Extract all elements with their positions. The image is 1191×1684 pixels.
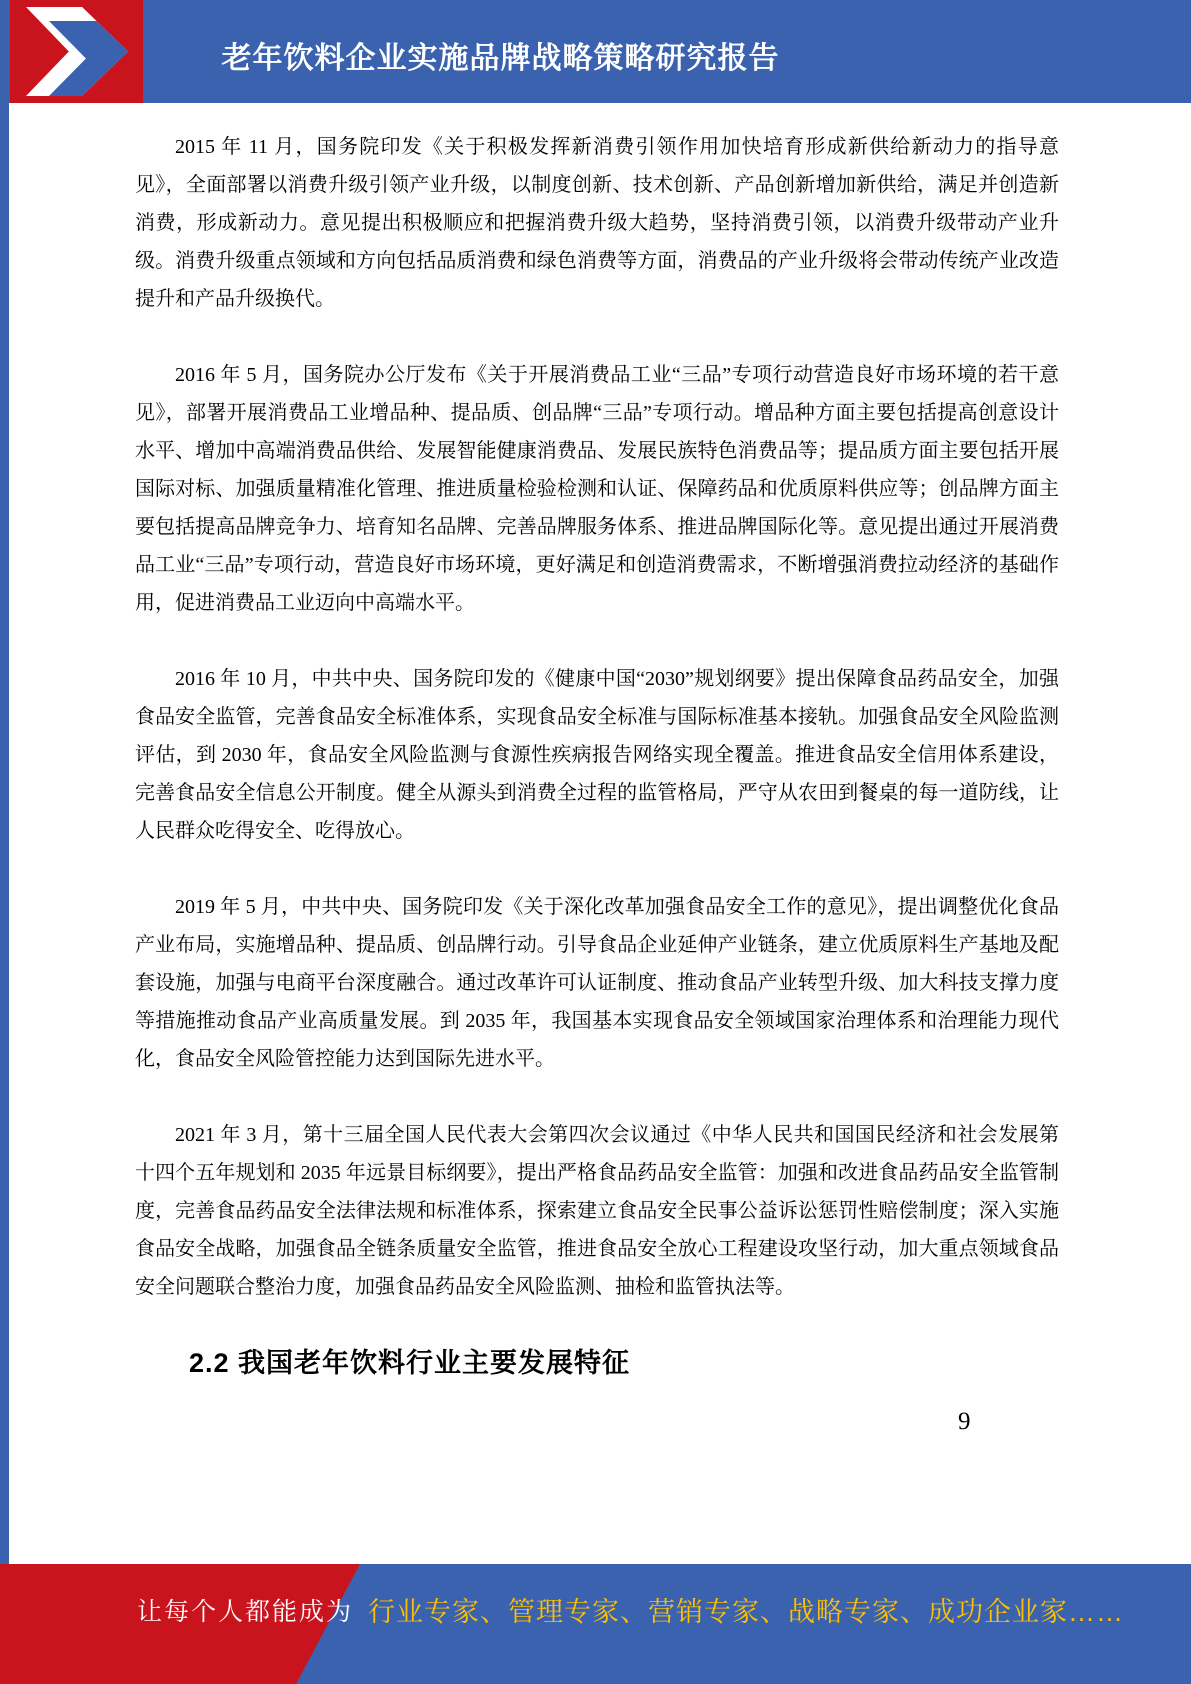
header-arrow-badge xyxy=(10,0,143,103)
section-heading: 2.2 我国老年饮料行业主要发展特征 xyxy=(189,1348,631,1378)
page-number: 9 xyxy=(958,1408,971,1435)
page-header xyxy=(0,0,1191,103)
footer-slogan-left: 让每个人都能成为 xyxy=(137,1598,354,1626)
chevron-right-inner-icon xyxy=(49,21,137,96)
document-body xyxy=(135,128,1059,1420)
paragraph: 2016 年 5 月，国务院办公厅发布《关于开展消费品工业“三品”专项行动营造良好市场环境的若干意见》，部署开展消费品工业增品种、提品质、创品牌“三品”专项行动。增品种方面主要包括提高创意设计水平、增加中高端消费品供给、发展智能健康消费品、发展民族特色消费品等；提品质方面主要包括开展国际对标、加强质量精准化管理、推进质量检验检测和认证、保障药品和优质原料供应等；创品牌方面主要包括提高品牌竞争力、培育知名品牌、完善品牌服务体系、推进品牌国际化等。意见提出通过开展消费品工业“三品”专项行动，营造良好市场环境，更好满足和创造消费需求，不断增强消费拉动经济的基础作用，促进消费品工业迈向中高端水平。 xyxy=(135,364,1059,614)
paragraph: 2019 年 5 月，中共中央、国务院印发《关于深化改革加强食品安全工作的意见》，提出调整优化食品产业布局，实施增品种、提品质、创品牌行动。引导食品企业延伸产业链条，建立优质原料生产基地及配套设施，加强与电商平台深度融合。通过改革许可认证制度、推动食品产业转型升级、加大科技支撑力度等措施推动食品产业高质量发展。到 2035 年，我国基本实现食品安全领域国家治理体系和治理能力现代化，食品安全风险管控能力达到国际先进水平。 xyxy=(135,896,1059,1070)
paragraph: 2016 年 10 月，中共中央、国务院印发的《健康中国“2030”规划纲要》提出保障食品药品安全，加强食品安全监管，完善食品安全标准体系，实现食品安全标准与国际标准基本接轨。加强食品安全风险监测评估，到 2030 年，食品安全风险监测与食源性疾病报告网络实现全覆盖。推进食品安全信用体系建设，完善食品安全信息公开制度。健全从源头到消费全过程的监管格局，严守从农田到餐桌的每一道防线，让人民群众吃得安全、吃得放心。 xyxy=(135,668,1059,842)
paragraph: 2021 年 3 月，第十三届全国人民代表大会第四次会议通过《中华人民共和国国民经济和社会发展第十四个五年规划和 2035 年远景目标纲要》，提出严格食品药品安全监管：加强和改进食品药品安全监管制度，完善食品药品安全法律法规和标准体系，探索建立食品安全民事公益诉讼惩罚性赔偿制度；深入实施食品安全战略，加强食品全链条质量安全监管，推进食品安全放心工程建设攻坚行动，加大重点领域食品安全问题联合整治力度，加强食品药品安全风险监测、抽检和监管执法等。 xyxy=(135,1124,1059,1298)
left-edge-stripe xyxy=(0,0,9,1564)
chevron-right-icon xyxy=(26,7,128,96)
page-footer xyxy=(0,1564,1191,1684)
report-title: 老年饮料企业实施品牌战略策略研究报告 xyxy=(221,42,780,75)
footer-slogan-right: 行业专家、管理专家、营销专家、战略专家、成功企业家…… xyxy=(368,1597,1124,1627)
paragraph: 2015 年 11 月，国务院印发《关于积极发挥新消费引领作用加快培育形成新供给新动力的指导意见》，全面部署以消费升级引领产业升级，以制度创新、技术创新、产品创新增加新供给，满足并创造新消费，形成新动力。意见提出积极顺应和把握消费升级大趋势，坚持消费引领，以消费升级带动产业升级。消费升级重点领域和方向包括品质消费和绿色消费等方面，消费品的产业升级将会带动传统产业改造提升和产品升级换代。 xyxy=(135,136,1059,310)
